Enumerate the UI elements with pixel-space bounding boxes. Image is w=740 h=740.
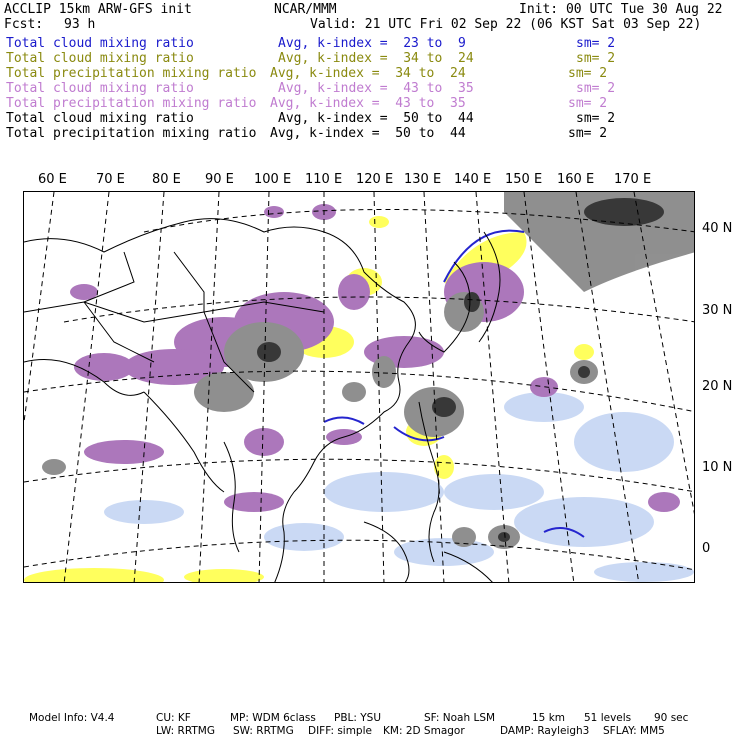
field-sm: sm= 2 bbox=[576, 81, 616, 96]
footer-item: DIFF: simple bbox=[308, 725, 372, 737]
longitude-label: 60 E bbox=[38, 172, 67, 187]
field-name: Total precipitation mixing ratio bbox=[6, 66, 257, 81]
field-name: Total cloud mixing ratio bbox=[6, 51, 194, 66]
footer-item: SFLAY: MM5 bbox=[603, 725, 665, 737]
field-name: Total cloud mixing ratio bbox=[6, 36, 194, 51]
footer-item: PBL: YSU bbox=[334, 712, 382, 724]
field-name: Total precipitation mixing ratio bbox=[6, 126, 257, 141]
valid-time: Valid: 21 UTC Fri 02 Sep 22 (06 KST Sat 03 Sep 22) bbox=[310, 17, 702, 32]
field-avg: Avg, k-index = 34 to 24 bbox=[278, 51, 474, 66]
footer-item: SF: Noah LSM bbox=[424, 712, 496, 724]
latitude-label: 20 N bbox=[702, 379, 733, 394]
fcst-value: 93 h bbox=[64, 17, 96, 32]
longitude-label: 140 E bbox=[454, 172, 492, 187]
footer-item: Model Info: V4.4 bbox=[29, 712, 115, 724]
field-avg: Avg, k-index = 50 to 44 bbox=[278, 111, 474, 126]
longitude-label: 70 E bbox=[96, 172, 125, 187]
footer-item: SW: RRTMG bbox=[233, 725, 294, 737]
field-avg: Avg, k-index = 34 to 24 bbox=[270, 66, 466, 81]
footer-item: 51 levels bbox=[584, 712, 632, 724]
field-sm: sm= 2 bbox=[576, 51, 616, 66]
cloud-shading bbox=[24, 192, 695, 583]
field-sm: sm= 2 bbox=[568, 96, 608, 111]
footer-item: MP: WDM 6class bbox=[230, 712, 316, 724]
field-name: Total precipitation mixing ratio bbox=[6, 96, 257, 111]
field-sm: sm= 2 bbox=[568, 126, 608, 141]
longitude-label: 80 E bbox=[152, 172, 181, 187]
field-name: Total cloud mixing ratio bbox=[6, 111, 194, 126]
longitude-label: 110 E bbox=[305, 172, 343, 187]
init-time: Init: 00 UTC Tue 30 Aug 22 bbox=[519, 2, 723, 17]
latitude-label: 0 bbox=[702, 541, 711, 556]
field-avg: Avg, k-index = 50 to 44 bbox=[270, 126, 466, 141]
fcst-label: Fcst: bbox=[4, 17, 44, 32]
model-title: ACCLIP 15km ARW-GFS init bbox=[4, 2, 192, 17]
org-label: NCAR/MMM bbox=[274, 2, 337, 17]
field-avg: Avg, k-index = 43 to 35 bbox=[270, 96, 466, 111]
longitude-label: 100 E bbox=[254, 172, 292, 187]
latitude-label: 30 N bbox=[702, 303, 733, 318]
footer-item: 15 km bbox=[532, 712, 566, 724]
field-avg: Avg, k-index = 23 to 9 bbox=[278, 36, 466, 51]
field-sm: sm= 2 bbox=[576, 36, 616, 51]
latitude-label: 10 N bbox=[702, 460, 733, 475]
longitude-label: 160 E bbox=[557, 172, 595, 187]
footer-item: KM: 2D Smagor bbox=[383, 725, 465, 737]
footer-item: CU: KF bbox=[156, 712, 191, 724]
map-canvas bbox=[24, 192, 695, 583]
latitude-label: 40 N bbox=[702, 221, 733, 236]
longitude-label: 120 E bbox=[356, 172, 394, 187]
longitude-label: 170 E bbox=[614, 172, 652, 187]
longitude-label: 150 E bbox=[505, 172, 543, 187]
field-name: Total cloud mixing ratio bbox=[6, 81, 194, 96]
field-sm: sm= 2 bbox=[568, 66, 608, 81]
map-panel bbox=[23, 191, 695, 583]
longitude-label: 130 E bbox=[404, 172, 442, 187]
footer-item: 90 sec bbox=[654, 712, 689, 724]
field-avg: Avg, k-index = 43 to 35 bbox=[278, 81, 474, 96]
footer-item: DAMP: Rayleigh3 bbox=[500, 725, 590, 737]
longitude-label: 90 E bbox=[205, 172, 234, 187]
footer-item: LW: RRTMG bbox=[156, 725, 215, 737]
field-sm: sm= 2 bbox=[576, 111, 616, 126]
